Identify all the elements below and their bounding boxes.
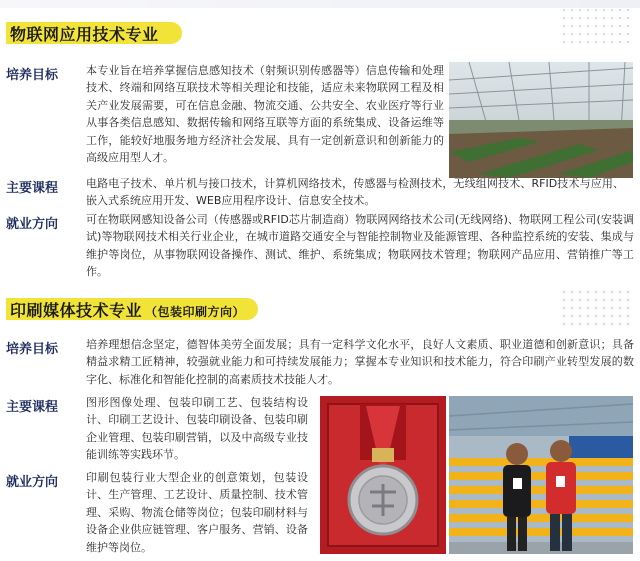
course-label: 主要课程: [6, 181, 59, 196]
goal-label: 培养目标: [6, 68, 59, 83]
section-title-main: 印刷媒体技术专业: [10, 300, 143, 320]
career-label: 就业方向: [6, 217, 59, 232]
career-text: 可在物联网感知设备公司（传感器或RFID芯片制造商）物联网网络技术公司(无线网络)、物联网工程公司(安装调试)等物联网技术相关行业企业，在城市道路交通安全与智能控制物业及能源管理、各种监控系统的安装、集成与维护等岗位，从事物联网设备操作、测试、维护、系统集成；物联网技术管理；物联网产品应用、营销推广等工作。: [86, 213, 634, 279]
decor-dots: [560, 6, 630, 46]
goal-text: 本专业旨在培养掌握信息感知技术（射频识别传感器等）信息传输和处理技术、终端和网络互联技术等相关理论和技能，适应未来物联网工程及相关产业发展需要，可在信息金融、物流交通、公共安全、农业医疗等行业从事各类信息感知、数据传输和网络互联等方面的系统集成、设备运维等工作，能较好地服务地方经济社会发展、具有一定创新意识和创新能力的高级应用型人才。: [86, 64, 444, 165]
section-title: 物联网应用技术专业: [10, 24, 159, 44]
decor-dots: [560, 288, 630, 328]
section-title: [0, 298, 245, 321]
medal-photo: [320, 396, 446, 554]
students-photo: [449, 396, 633, 554]
course-label: 主要课程: [6, 400, 59, 415]
section-subtitle: （包装印刷方向）: [145, 304, 246, 319]
goal-label: 培养目标: [6, 342, 59, 357]
course-text: 图形图像处理、包装印刷工艺、包装结构设计、印刷工艺设计、包装印刷设备、包装印刷企业管理、包装印刷营销，以及中高级专业技能训练等实践环节。: [86, 396, 308, 462]
section-header: [0, 18, 159, 48]
course-text: 电路电子技术、单片机与接口技术，计算机网络技术，传感器与检测技术，无线组网技术、RFID技术与应用、嵌入式系统应用开发、WEB应用程序设计、信息安全技术。: [86, 177, 624, 208]
greenhouse-photo: [449, 62, 633, 178]
career-label: 就业方向: [6, 475, 59, 490]
career-text: 印刷包装行业大型企业的创意策划，包装设计、生产管理、工艺设计、质量控制、技术管理、采购、物流仓储等岗位；包装印刷材料与设备企业供应链管理、客户服务、营销、设备维护等岗位。: [86, 471, 308, 554]
section-header: [0, 294, 245, 324]
top-strip: [0, 0, 640, 8]
goal-text: 培养理想信念坚定，德智体美劳全面发展；具有一定科学文化水平，良好人文素质、职业道德和创新意识；具备精益求精工匠精神，较强就业能力和可持续发展能力；掌握本专业知识和技术能力，符合印刷产业转型发展的数字化、标准化和智能化控制的高素质技术技能人才。: [86, 338, 634, 386]
